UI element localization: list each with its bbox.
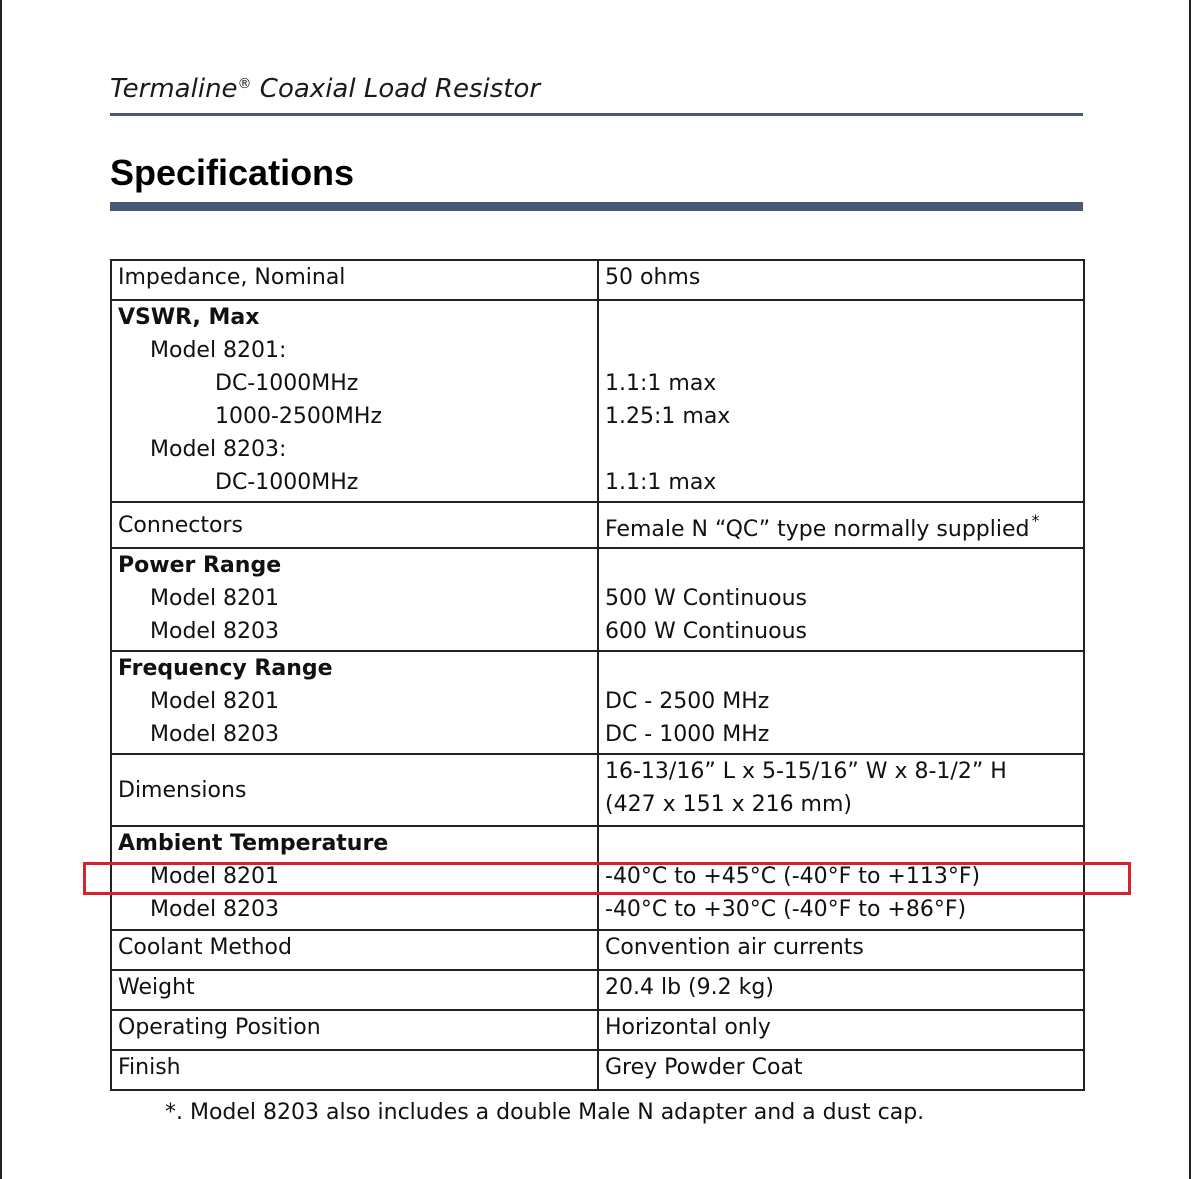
table-row (111, 548, 1084, 651)
spec-group-label: VSWR, Max (118, 305, 260, 330)
table-row (111, 930, 1084, 970)
model-label: Model 8201: (150, 338, 287, 363)
frequency-band: DC-1000MHz (215, 371, 359, 396)
model-label: Model 8203: (150, 437, 287, 462)
spec-label: Coolant Method (111, 930, 598, 970)
spec-value: -40°C to +45°C (-40°F to +113°F) (605, 864, 981, 889)
spec-value: -40°C to +30°C (-40°F to +86°F) (605, 897, 967, 922)
spec-value: 1.1:1 max (605, 470, 717, 495)
spec-value: DC - 1000 MHz (605, 722, 770, 747)
footnote: *. Model 8203 also includes a double Male N adapter and a dust cap. (165, 1100, 925, 1125)
spec-value: 1.1:1 max (605, 371, 717, 396)
highlight-box (83, 862, 1131, 895)
spec-value: DC - 2500 MHz (605, 689, 770, 714)
spec-label: Weight (111, 970, 598, 1010)
spec-value: (427 x 151 x 216 mm) (605, 792, 853, 817)
header-title-prefix: Termaline (110, 74, 238, 104)
table-row (111, 260, 1084, 300)
spec-label: Finish (111, 1050, 598, 1090)
table-row (111, 1010, 1084, 1050)
spec-label: Dimensions (111, 754, 598, 826)
table-row (111, 754, 1084, 826)
spec-group-label: Frequency Range (118, 656, 333, 681)
frequency-band: 1000-2500MHz (215, 404, 382, 429)
section-title: Specifications (110, 152, 355, 193)
spec-label-cell (111, 548, 598, 651)
spec-value-cell (598, 502, 1084, 548)
spec-value: 1.25:1 max (605, 404, 731, 429)
model-label: Model 8201 (150, 864, 280, 889)
table-row (111, 970, 1084, 1010)
spec-value: 16-13/16” L x 5-15/16” W x 8-1/2” H (605, 759, 1007, 784)
spec-label-cell (111, 300, 598, 502)
spec-value-cell (598, 548, 1084, 651)
specifications-table (110, 259, 1085, 1091)
frequency-band: DC-1000MHz (215, 470, 359, 495)
model-label: Model 8203 (150, 619, 280, 644)
model-label: Model 8203 (150, 897, 280, 922)
spec-value: Convention air currents (598, 930, 1084, 970)
header-title-suffix: Coaxial Load Resistor (251, 74, 541, 104)
model-label: Model 8203 (150, 722, 280, 747)
spec-value: 600 W Continuous (605, 619, 807, 644)
page-left-border (0, 0, 2, 1179)
spec-value: 500 W Continuous (605, 586, 807, 611)
spec-label-cell (111, 651, 598, 754)
model-label: Model 8201 (150, 689, 280, 714)
spec-value: 50 ohms (598, 260, 1084, 300)
header-divider (110, 113, 1083, 116)
spec-group-label: Ambient Temperature (118, 831, 389, 856)
spec-label: Impedance, Nominal (111, 260, 598, 300)
spec-value-cell (598, 651, 1084, 754)
spec-value: Grey Powder Coat (598, 1050, 1084, 1090)
page-right-border (1189, 0, 1191, 1179)
spec-value-cell (598, 754, 1084, 826)
spec-value: 20.4 lb (9.2 kg) (598, 970, 1084, 1010)
spec-value-cell (598, 300, 1084, 502)
model-label: Model 8201 (150, 586, 280, 611)
footnote-marker: * (1031, 511, 1040, 530)
spec-value: Female N “QC” type normally supplied (605, 517, 1030, 542)
table-row (111, 502, 1084, 548)
table-row (111, 651, 1084, 754)
spec-label: Operating Position (111, 1010, 598, 1050)
spec-group-label: Power Range (118, 553, 282, 578)
document-header-title (110, 74, 540, 104)
registered-mark: ® (237, 76, 252, 92)
table-row (111, 1050, 1084, 1090)
table-row (111, 300, 1084, 502)
spec-label: Connectors (111, 502, 598, 548)
spec-value: Horizontal only (598, 1010, 1084, 1050)
section-divider (110, 202, 1083, 211)
